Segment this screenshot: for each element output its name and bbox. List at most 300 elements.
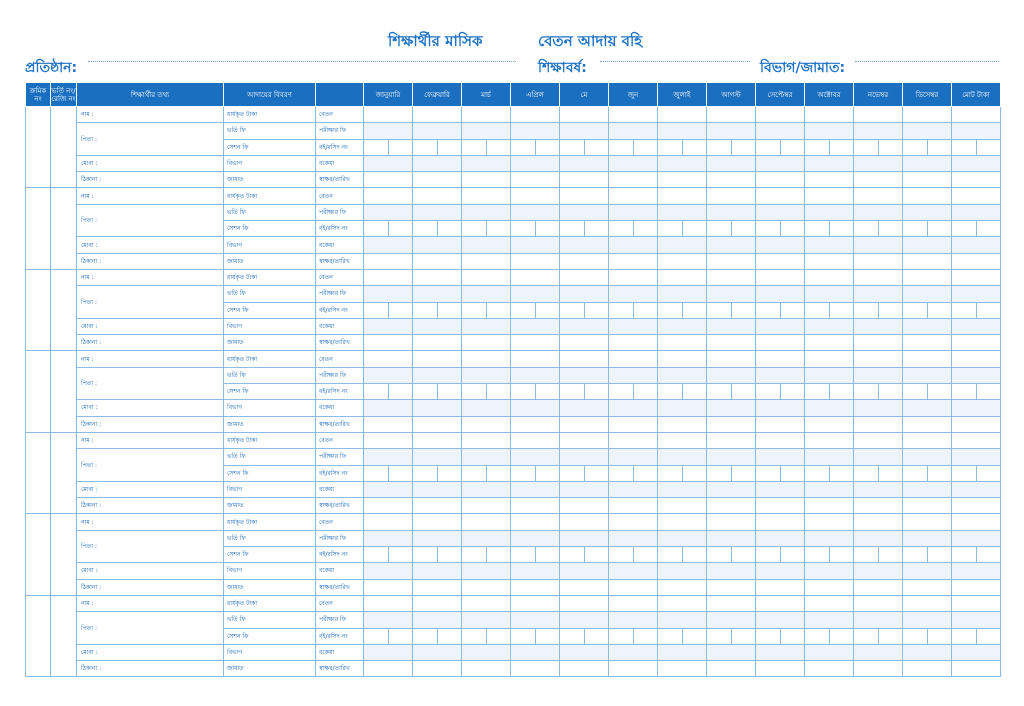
month-value-cell[interactable] (707, 351, 756, 367)
student-info-cell[interactable] (77, 237, 224, 253)
month-value-cell[interactable] (609, 188, 658, 204)
month-value-cell[interactable] (511, 530, 560, 546)
total-cell[interactable] (952, 530, 1001, 546)
total-cell[interactable] (952, 628, 1001, 644)
student-info-cell[interactable] (77, 286, 224, 319)
month-value-cell[interactable] (658, 384, 707, 400)
month-value-cell[interactable] (413, 221, 462, 237)
month-value-cell[interactable] (805, 286, 854, 302)
month-value-cell[interactable] (560, 595, 609, 611)
month-value-cell[interactable] (707, 123, 756, 139)
month-value-cell[interactable] (462, 416, 511, 432)
month-value-cell[interactable] (805, 123, 854, 139)
month-value-cell[interactable] (707, 384, 756, 400)
month-value-cell[interactable] (805, 253, 854, 269)
month-value-cell[interactable] (364, 221, 413, 237)
month-value-cell[interactable] (462, 384, 511, 400)
month-value-cell[interactable] (609, 628, 658, 644)
month-value-cell[interactable] (707, 237, 756, 253)
month-value-cell[interactable] (413, 498, 462, 514)
month-value-cell[interactable] (854, 384, 903, 400)
month-value-cell[interactable] (658, 449, 707, 465)
month-value-cell[interactable] (462, 155, 511, 171)
month-value-cell[interactable] (805, 302, 854, 318)
total-cell[interactable] (952, 547, 1001, 563)
serial-cell[interactable] (26, 351, 51, 432)
month-value-cell[interactable] (903, 579, 952, 595)
month-value-cell[interactable] (756, 188, 805, 204)
month-value-cell[interactable] (560, 514, 609, 530)
month-value-cell[interactable] (364, 367, 413, 383)
month-value-cell[interactable] (805, 481, 854, 497)
month-value-cell[interactable] (609, 530, 658, 546)
month-value-cell[interactable] (413, 547, 462, 563)
roll-cell[interactable] (51, 107, 77, 188)
month-value-cell[interactable] (903, 204, 952, 220)
month-value-cell[interactable] (560, 139, 609, 155)
roll-cell[interactable] (51, 595, 77, 676)
month-value-cell[interactable] (756, 221, 805, 237)
month-value-cell[interactable] (511, 107, 560, 123)
month-value-cell[interactable] (560, 530, 609, 546)
month-value-cell[interactable] (658, 139, 707, 155)
month-value-cell[interactable] (903, 416, 952, 432)
month-value-cell[interactable] (560, 628, 609, 644)
total-cell[interactable] (952, 172, 1001, 188)
month-value-cell[interactable] (462, 221, 511, 237)
month-value-cell[interactable] (805, 367, 854, 383)
total-cell[interactable] (952, 481, 1001, 497)
month-value-cell[interactable] (903, 547, 952, 563)
month-value-cell[interactable] (462, 204, 511, 220)
month-value-cell[interactable] (707, 302, 756, 318)
month-value-cell[interactable] (756, 449, 805, 465)
month-value-cell[interactable] (805, 269, 854, 285)
student-info-cell[interactable] (77, 269, 224, 285)
month-value-cell[interactable] (658, 400, 707, 416)
month-value-cell[interactable] (560, 465, 609, 481)
total-cell[interactable] (952, 188, 1001, 204)
student-info-cell[interactable] (77, 253, 224, 269)
month-value-cell[interactable] (805, 416, 854, 432)
month-value-cell[interactable] (609, 269, 658, 285)
month-value-cell[interactable] (462, 286, 511, 302)
serial-cell[interactable] (26, 514, 51, 595)
month-value-cell[interactable] (413, 530, 462, 546)
month-value-cell[interactable] (462, 530, 511, 546)
month-value-cell[interactable] (658, 579, 707, 595)
month-value-cell[interactable] (462, 449, 511, 465)
student-info-cell[interactable] (77, 579, 224, 595)
month-value-cell[interactable] (462, 139, 511, 155)
month-value-cell[interactable] (560, 269, 609, 285)
month-value-cell[interactable] (658, 335, 707, 351)
month-value-cell[interactable] (756, 269, 805, 285)
month-value-cell[interactable] (413, 204, 462, 220)
month-value-cell[interactable] (854, 547, 903, 563)
month-value-cell[interactable] (707, 400, 756, 416)
month-value-cell[interactable] (756, 628, 805, 644)
month-value-cell[interactable] (903, 335, 952, 351)
month-value-cell[interactable] (511, 661, 560, 677)
month-value-cell[interactable] (707, 172, 756, 188)
month-value-cell[interactable] (658, 318, 707, 334)
month-value-cell[interactable] (658, 465, 707, 481)
month-value-cell[interactable] (903, 302, 952, 318)
month-value-cell[interactable] (805, 237, 854, 253)
month-value-cell[interactable] (805, 384, 854, 400)
total-cell[interactable] (952, 107, 1001, 123)
month-value-cell[interactable] (854, 465, 903, 481)
month-value-cell[interactable] (756, 253, 805, 269)
month-value-cell[interactable] (756, 139, 805, 155)
total-cell[interactable] (952, 661, 1001, 677)
month-value-cell[interactable] (511, 335, 560, 351)
month-value-cell[interactable] (805, 530, 854, 546)
month-value-cell[interactable] (364, 530, 413, 546)
month-value-cell[interactable] (462, 432, 511, 448)
month-value-cell[interactable] (707, 155, 756, 171)
month-value-cell[interactable] (511, 237, 560, 253)
month-value-cell[interactable] (658, 563, 707, 579)
month-value-cell[interactable] (364, 188, 413, 204)
month-value-cell[interactable] (707, 481, 756, 497)
month-value-cell[interactable] (707, 628, 756, 644)
month-value-cell[interactable] (511, 644, 560, 660)
month-value-cell[interactable] (756, 547, 805, 563)
month-value-cell[interactable] (462, 481, 511, 497)
month-value-cell[interactable] (413, 123, 462, 139)
month-value-cell[interactable] (658, 644, 707, 660)
student-info-cell[interactable] (77, 661, 224, 677)
month-value-cell[interactable] (658, 269, 707, 285)
month-value-cell[interactable] (903, 400, 952, 416)
month-value-cell[interactable] (854, 530, 903, 546)
month-value-cell[interactable] (805, 563, 854, 579)
month-value-cell[interactable] (609, 465, 658, 481)
month-value-cell[interactable] (854, 107, 903, 123)
month-value-cell[interactable] (756, 530, 805, 546)
roll-cell[interactable] (51, 351, 77, 432)
month-value-cell[interactable] (609, 481, 658, 497)
month-value-cell[interactable] (805, 644, 854, 660)
month-value-cell[interactable] (462, 661, 511, 677)
month-value-cell[interactable] (560, 188, 609, 204)
month-value-cell[interactable] (805, 579, 854, 595)
month-value-cell[interactable] (364, 400, 413, 416)
month-value-cell[interactable] (903, 351, 952, 367)
session-line[interactable] (600, 61, 750, 62)
month-value-cell[interactable] (756, 351, 805, 367)
total-cell[interactable] (952, 416, 1001, 432)
month-value-cell[interactable] (413, 107, 462, 123)
month-value-cell[interactable] (658, 123, 707, 139)
month-value-cell[interactable] (462, 612, 511, 628)
month-value-cell[interactable] (511, 139, 560, 155)
month-value-cell[interactable] (756, 579, 805, 595)
month-value-cell[interactable] (609, 253, 658, 269)
month-value-cell[interactable] (511, 188, 560, 204)
month-value-cell[interactable] (756, 318, 805, 334)
month-value-cell[interactable] (560, 432, 609, 448)
month-value-cell[interactable] (560, 481, 609, 497)
month-value-cell[interactable] (854, 595, 903, 611)
month-value-cell[interactable] (462, 172, 511, 188)
month-value-cell[interactable] (903, 530, 952, 546)
month-value-cell[interactable] (854, 123, 903, 139)
student-info-cell[interactable] (77, 416, 224, 432)
month-value-cell[interactable] (854, 563, 903, 579)
month-value-cell[interactable] (609, 123, 658, 139)
month-value-cell[interactable] (511, 595, 560, 611)
month-value-cell[interactable] (903, 318, 952, 334)
month-value-cell[interactable] (511, 221, 560, 237)
month-value-cell[interactable] (364, 351, 413, 367)
roll-cell[interactable] (51, 432, 77, 513)
total-cell[interactable] (952, 367, 1001, 383)
month-value-cell[interactable] (364, 155, 413, 171)
month-value-cell[interactable] (707, 107, 756, 123)
month-value-cell[interactable] (756, 661, 805, 677)
month-value-cell[interactable] (903, 172, 952, 188)
serial-cell[interactable] (26, 188, 51, 269)
month-value-cell[interactable] (560, 547, 609, 563)
month-value-cell[interactable] (511, 367, 560, 383)
month-value-cell[interactable] (854, 139, 903, 155)
month-value-cell[interactable] (805, 139, 854, 155)
month-value-cell[interactable] (707, 335, 756, 351)
month-value-cell[interactable] (903, 432, 952, 448)
month-value-cell[interactable] (854, 612, 903, 628)
month-value-cell[interactable] (364, 123, 413, 139)
month-value-cell[interactable] (707, 563, 756, 579)
month-value-cell[interactable] (756, 498, 805, 514)
student-info-cell[interactable] (77, 367, 224, 400)
month-value-cell[interactable] (854, 188, 903, 204)
month-value-cell[interactable] (609, 644, 658, 660)
month-value-cell[interactable] (413, 563, 462, 579)
month-value-cell[interactable] (854, 628, 903, 644)
month-value-cell[interactable] (364, 579, 413, 595)
month-value-cell[interactable] (364, 595, 413, 611)
month-value-cell[interactable] (560, 155, 609, 171)
total-cell[interactable] (952, 302, 1001, 318)
month-value-cell[interactable] (413, 302, 462, 318)
month-value-cell[interactable] (511, 498, 560, 514)
month-value-cell[interactable] (903, 155, 952, 171)
month-value-cell[interactable] (413, 237, 462, 253)
month-value-cell[interactable] (903, 367, 952, 383)
month-value-cell[interactable] (413, 465, 462, 481)
month-value-cell[interactable] (756, 644, 805, 660)
month-value-cell[interactable] (560, 416, 609, 432)
month-value-cell[interactable] (364, 465, 413, 481)
month-value-cell[interactable] (658, 547, 707, 563)
serial-cell[interactable] (26, 107, 51, 188)
month-value-cell[interactable] (609, 579, 658, 595)
total-cell[interactable] (952, 644, 1001, 660)
month-value-cell[interactable] (903, 563, 952, 579)
month-value-cell[interactable] (511, 351, 560, 367)
month-value-cell[interactable] (560, 563, 609, 579)
total-cell[interactable] (952, 155, 1001, 171)
month-value-cell[interactable] (560, 384, 609, 400)
month-value-cell[interactable] (364, 286, 413, 302)
student-info-cell[interactable] (77, 481, 224, 497)
month-value-cell[interactable] (511, 123, 560, 139)
month-value-cell[interactable] (658, 416, 707, 432)
month-value-cell[interactable] (854, 237, 903, 253)
month-value-cell[interactable] (511, 628, 560, 644)
month-value-cell[interactable] (658, 221, 707, 237)
month-value-cell[interactable] (560, 172, 609, 188)
month-value-cell[interactable] (854, 449, 903, 465)
month-value-cell[interactable] (707, 221, 756, 237)
month-value-cell[interactable] (805, 188, 854, 204)
month-value-cell[interactable] (560, 579, 609, 595)
month-value-cell[interactable] (560, 221, 609, 237)
month-value-cell[interactable] (364, 432, 413, 448)
month-value-cell[interactable] (364, 416, 413, 432)
month-value-cell[interactable] (560, 661, 609, 677)
month-value-cell[interactable] (462, 547, 511, 563)
total-cell[interactable] (952, 563, 1001, 579)
month-value-cell[interactable] (364, 628, 413, 644)
month-value-cell[interactable] (756, 123, 805, 139)
month-value-cell[interactable] (854, 204, 903, 220)
total-cell[interactable] (952, 139, 1001, 155)
student-info-cell[interactable] (77, 318, 224, 334)
month-value-cell[interactable] (560, 237, 609, 253)
month-value-cell[interactable] (413, 351, 462, 367)
month-value-cell[interactable] (413, 384, 462, 400)
month-value-cell[interactable] (511, 579, 560, 595)
month-value-cell[interactable] (462, 302, 511, 318)
month-value-cell[interactable] (805, 628, 854, 644)
month-value-cell[interactable] (511, 481, 560, 497)
month-value-cell[interactable] (756, 400, 805, 416)
month-value-cell[interactable] (854, 367, 903, 383)
month-value-cell[interactable] (854, 416, 903, 432)
total-cell[interactable] (952, 384, 1001, 400)
month-value-cell[interactable] (707, 644, 756, 660)
month-value-cell[interactable] (609, 107, 658, 123)
month-value-cell[interactable] (756, 384, 805, 400)
month-value-cell[interactable] (707, 139, 756, 155)
month-value-cell[interactable] (756, 155, 805, 171)
student-info-cell[interactable] (77, 155, 224, 171)
total-cell[interactable] (952, 432, 1001, 448)
month-value-cell[interactable] (756, 335, 805, 351)
month-value-cell[interactable] (462, 188, 511, 204)
month-value-cell[interactable] (854, 286, 903, 302)
month-value-cell[interactable] (903, 514, 952, 530)
month-value-cell[interactable] (511, 547, 560, 563)
roll-cell[interactable] (51, 188, 77, 269)
month-value-cell[interactable] (511, 318, 560, 334)
student-info-cell[interactable] (77, 123, 224, 156)
month-value-cell[interactable] (658, 253, 707, 269)
month-value-cell[interactable] (658, 302, 707, 318)
month-value-cell[interactable] (903, 595, 952, 611)
month-value-cell[interactable] (658, 481, 707, 497)
month-value-cell[interactable] (707, 253, 756, 269)
student-info-cell[interactable] (77, 188, 224, 204)
month-value-cell[interactable] (903, 286, 952, 302)
month-value-cell[interactable] (560, 302, 609, 318)
month-value-cell[interactable] (854, 155, 903, 171)
month-value-cell[interactable] (805, 498, 854, 514)
month-value-cell[interactable] (609, 595, 658, 611)
total-cell[interactable] (952, 400, 1001, 416)
month-value-cell[interactable] (413, 188, 462, 204)
month-value-cell[interactable] (413, 449, 462, 465)
student-info-cell[interactable] (77, 107, 224, 123)
total-cell[interactable] (952, 269, 1001, 285)
month-value-cell[interactable] (658, 351, 707, 367)
month-value-cell[interactable] (756, 237, 805, 253)
month-value-cell[interactable] (462, 335, 511, 351)
month-value-cell[interactable] (413, 514, 462, 530)
month-value-cell[interactable] (413, 644, 462, 660)
month-value-cell[interactable] (805, 400, 854, 416)
month-value-cell[interactable] (658, 237, 707, 253)
student-info-cell[interactable] (77, 335, 224, 351)
month-value-cell[interactable] (903, 269, 952, 285)
month-value-cell[interactable] (560, 449, 609, 465)
month-value-cell[interactable] (609, 563, 658, 579)
month-value-cell[interactable] (854, 172, 903, 188)
month-value-cell[interactable] (413, 155, 462, 171)
month-value-cell[interactable] (413, 628, 462, 644)
month-value-cell[interactable] (511, 302, 560, 318)
month-value-cell[interactable] (560, 335, 609, 351)
month-value-cell[interactable] (805, 449, 854, 465)
month-value-cell[interactable] (560, 351, 609, 367)
month-value-cell[interactable] (805, 465, 854, 481)
total-cell[interactable] (952, 498, 1001, 514)
month-value-cell[interactable] (609, 514, 658, 530)
month-value-cell[interactable] (609, 155, 658, 171)
month-value-cell[interactable] (462, 367, 511, 383)
month-value-cell[interactable] (560, 400, 609, 416)
month-value-cell[interactable] (707, 416, 756, 432)
student-info-cell[interactable] (77, 514, 224, 530)
month-value-cell[interactable] (511, 269, 560, 285)
month-value-cell[interactable] (903, 188, 952, 204)
month-value-cell[interactable] (805, 335, 854, 351)
month-value-cell[interactable] (707, 579, 756, 595)
month-value-cell[interactable] (511, 172, 560, 188)
student-info-cell[interactable] (77, 530, 224, 563)
month-value-cell[interactable] (511, 400, 560, 416)
month-value-cell[interactable] (903, 107, 952, 123)
month-value-cell[interactable] (511, 384, 560, 400)
month-value-cell[interactable] (511, 449, 560, 465)
serial-cell[interactable] (26, 269, 51, 350)
month-value-cell[interactable] (364, 514, 413, 530)
month-value-cell[interactable] (854, 661, 903, 677)
month-value-cell[interactable] (658, 628, 707, 644)
month-value-cell[interactable] (854, 269, 903, 285)
month-value-cell[interactable] (756, 595, 805, 611)
month-value-cell[interactable] (609, 237, 658, 253)
month-value-cell[interactable] (609, 351, 658, 367)
month-value-cell[interactable] (462, 465, 511, 481)
month-value-cell[interactable] (658, 661, 707, 677)
month-value-cell[interactable] (756, 514, 805, 530)
month-value-cell[interactable] (560, 286, 609, 302)
